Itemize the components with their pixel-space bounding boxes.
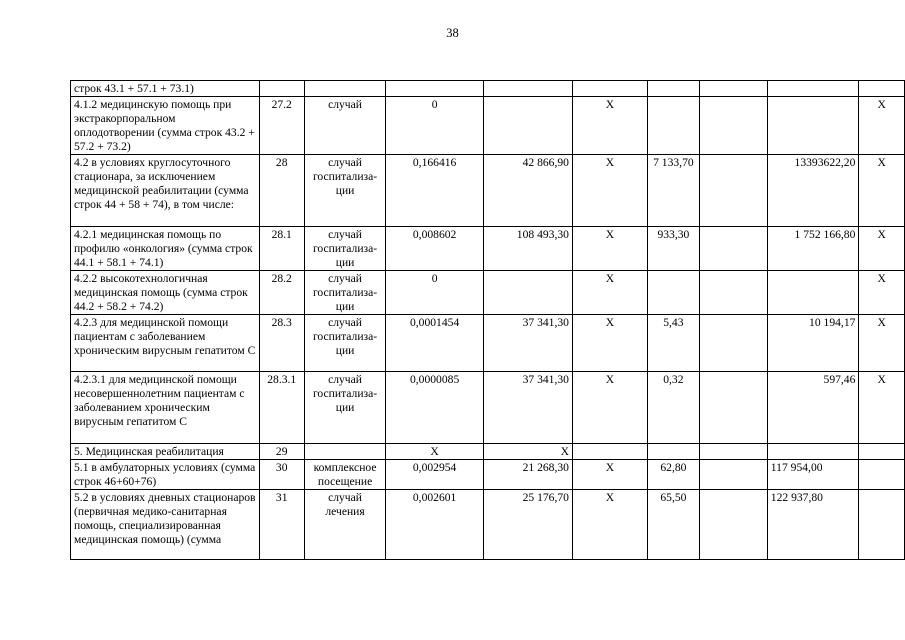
cost-cell: X <box>483 444 572 460</box>
table-row <box>71 97 905 155</box>
row-label: 4.2.3 для медицинской помощи пациентам с заболеванием хроническим вирусным гепатитом С <box>71 315 260 372</box>
volume-cell: X <box>386 444 483 460</box>
volume-cell: 0,0000085 <box>386 372 483 444</box>
rate-cell: 7 133,70 <box>648 155 700 227</box>
marker-cell: X <box>859 315 905 372</box>
row-code: 29 <box>259 444 304 460</box>
marker-cell <box>859 490 905 560</box>
marker-cell: X <box>572 227 647 271</box>
empty-cell <box>699 460 767 490</box>
empty-cell <box>699 315 767 372</box>
marker-cell: X <box>572 372 647 444</box>
empty-cell <box>699 97 767 155</box>
sum-cell <box>767 97 859 155</box>
cost-cell <box>483 81 572 97</box>
rate-cell: 0,32 <box>648 372 700 444</box>
row-code <box>259 81 304 97</box>
rate-cell <box>648 271 700 315</box>
volume-cell <box>386 81 483 97</box>
marker-cell: X <box>572 155 647 227</box>
sum-cell: 1 752 166,80 <box>767 227 859 271</box>
row-label: 5.1 в амбулаторных условиях (сумма строк 46+60+76) <box>71 460 260 490</box>
marker-cell: X <box>859 227 905 271</box>
marker-cell: X <box>572 490 647 560</box>
rate-cell: 933,30 <box>648 227 700 271</box>
marker-cell <box>572 444 647 460</box>
row-label: 4.2.1 медицинская помощь по профилю «онкология» (сумма строк 44.1 + 58.1 + 74.1) <box>71 227 260 271</box>
volume-cell: 0 <box>386 97 483 155</box>
sum-cell <box>767 81 859 97</box>
table-row <box>71 227 905 271</box>
empty-cell <box>699 444 767 460</box>
cost-cell: 42 866,90 <box>483 155 572 227</box>
table-row <box>71 444 905 460</box>
row-label: 5.2 в условиях дневных стационаров (первичная медико-санитарная помощь, специализированная медицинская помощь) (сумма <box>71 490 260 560</box>
sum-cell: 122 937,80 <box>767 490 859 560</box>
row-code: 27.2 <box>259 97 304 155</box>
cost-cell: 37 341,30 <box>483 372 572 444</box>
row-code: 28.3.1 <box>259 372 304 444</box>
marker-cell <box>572 81 647 97</box>
row-code: 30 <box>259 460 304 490</box>
unit-cell: случай госпитализа-ции <box>304 271 386 315</box>
row-label: 4.2.3.1 для медицинской помощи несовершеннолетним пациентам с заболеванием хроническим вирусным гепатитом С <box>71 372 260 444</box>
empty-cell <box>699 227 767 271</box>
empty-cell <box>699 155 767 227</box>
marker-cell: X <box>572 97 647 155</box>
sum-cell <box>767 271 859 315</box>
unit-cell: случай госпитализа-ции <box>304 315 386 372</box>
table-row <box>71 315 905 372</box>
row-code: 28.2 <box>259 271 304 315</box>
cost-cell: 37 341,30 <box>483 315 572 372</box>
sum-cell <box>767 444 859 460</box>
row-label: 4.2 в условиях круглосуточного стационара, за исключением медицинской реабилитации (сумма строк 44 + 58 + 74), в том числе: <box>71 155 260 227</box>
table-row <box>71 460 905 490</box>
row-label: строк 43.1 + 57.1 + 73.1) <box>71 81 260 97</box>
marker-cell: X <box>859 155 905 227</box>
row-code: 31 <box>259 490 304 560</box>
row-code: 28.1 <box>259 227 304 271</box>
unit-cell: случай госпитализа-ции <box>304 372 386 444</box>
unit-cell: случай госпитализа-ции <box>304 227 386 271</box>
volume-cell: 0,002954 <box>386 460 483 490</box>
rate-cell: 65,50 <box>648 490 700 560</box>
row-label: 4.2.2 высокотехнологичная медицинская помощь (сумма строк 44.2 + 58.2 + 74.2) <box>71 271 260 315</box>
rate-cell <box>648 81 700 97</box>
marker-cell <box>859 444 905 460</box>
statistics-table <box>70 80 905 560</box>
empty-cell <box>699 372 767 444</box>
sum-cell: 597,46 <box>767 372 859 444</box>
volume-cell: 0,002601 <box>386 490 483 560</box>
empty-cell <box>699 81 767 97</box>
marker-cell <box>859 81 905 97</box>
marker-cell: X <box>572 315 647 372</box>
rate-cell: 5,43 <box>648 315 700 372</box>
unit-cell <box>304 444 386 460</box>
unit-cell: случай госпитализа-ции <box>304 155 386 227</box>
cost-cell: 25 176,70 <box>483 490 572 560</box>
unit-cell: случай <box>304 97 386 155</box>
unit-cell: комплексное посещение <box>304 460 386 490</box>
sum-cell: 13393622,20 <box>767 155 859 227</box>
marker-cell: X <box>572 460 647 490</box>
volume-cell: 0,0001454 <box>386 315 483 372</box>
rate-cell <box>648 97 700 155</box>
volume-cell: 0,008602 <box>386 227 483 271</box>
row-label: 5. Медицинская реабилитация <box>71 444 260 460</box>
volume-cell: 0 <box>386 271 483 315</box>
table-row <box>71 155 905 227</box>
empty-cell <box>699 490 767 560</box>
table-row <box>71 81 905 97</box>
rate-cell: 62,80 <box>648 460 700 490</box>
table-row <box>71 271 905 315</box>
rate-cell <box>648 444 700 460</box>
marker-cell: X <box>572 271 647 315</box>
marker-cell: X <box>859 97 905 155</box>
cost-cell <box>483 271 572 315</box>
marker-cell <box>859 460 905 490</box>
row-code: 28.3 <box>259 315 304 372</box>
marker-cell: X <box>859 271 905 315</box>
marker-cell: X <box>859 372 905 444</box>
cost-cell <box>483 97 572 155</box>
row-label: 4.1.2 медицинскую помощь при экстракорпоральном оплодотворении (сумма строк 43.2 + 57.2 + 73.2) <box>71 97 260 155</box>
cost-cell: 21 268,30 <box>483 460 572 490</box>
empty-cell <box>699 271 767 315</box>
sum-cell: 117 954,00 <box>767 460 859 490</box>
table-row <box>71 490 905 560</box>
volume-cell: 0,166416 <box>386 155 483 227</box>
row-code: 28 <box>259 155 304 227</box>
unit-cell <box>304 81 386 97</box>
page-number: 38 <box>446 26 459 40</box>
unit-cell: случай лечения <box>304 490 386 560</box>
table-row <box>71 372 905 444</box>
sum-cell: 10 194,17 <box>767 315 859 372</box>
cost-cell: 108 493,30 <box>483 227 572 271</box>
